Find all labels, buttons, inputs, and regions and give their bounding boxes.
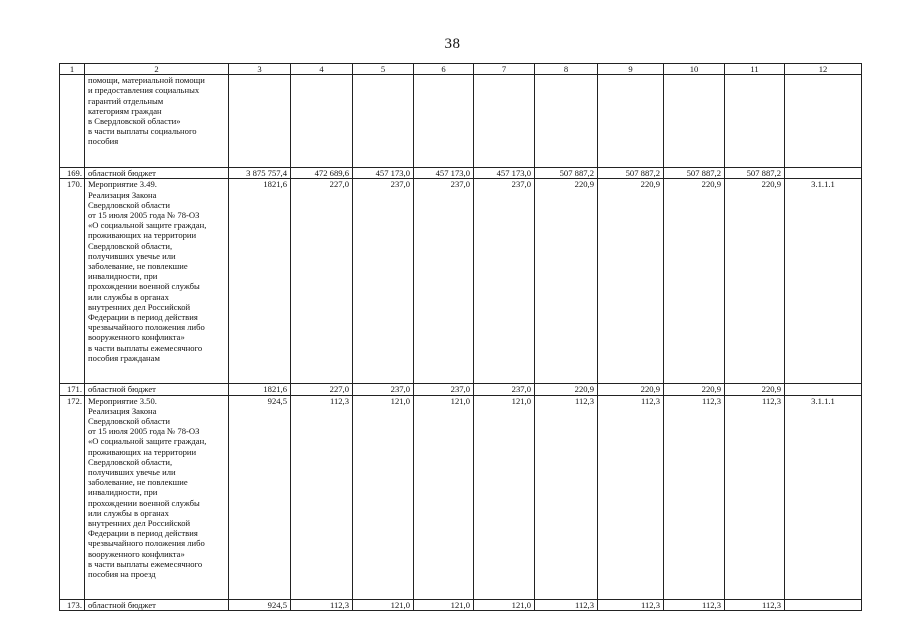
value-cell: 220,9 [598,384,664,395]
column-header: 10 [664,64,725,75]
value-cell: 112,3 [291,395,353,599]
value-cell: 121,0 [414,395,474,599]
value-cell: 121,0 [474,395,535,599]
table-row [60,395,862,599]
row-number: 172. [60,395,85,599]
value-cell: 220,9 [725,384,785,395]
row-number: 173. [60,599,85,610]
column-header: 8 [535,64,598,75]
value-cell [535,75,598,168]
value-cell: 237,0 [353,179,414,384]
row-description: областной бюджет [85,168,229,179]
column-header: 11 [725,64,785,75]
value-cell: 121,0 [474,599,535,610]
value-cell [414,75,474,168]
value-cell: 237,0 [414,179,474,384]
row-description: Мероприятие 3.50. Реализация Закона Свердловской области от 15 июля 2005 года № 78-ОЗ «О социальной защите граждан, проживающих на территории Свердловской области, получивших увечье или заболевание, не повлекшие инвалидности, при прохождении военной службы или службы в органах внутренних дел Российской Федерации в период действия чрезвычайного положения либо вооруженного конфликта» в части выплаты ежемесячного пособия на проезд [85,395,229,599]
value-cell: 507 887,2 [598,168,664,179]
value-cell: 112,3 [664,599,725,610]
row-number: 171. [60,384,85,395]
value-cell: 220,9 [725,179,785,384]
value-cell: 227,0 [291,179,353,384]
value-cell: 121,0 [353,599,414,610]
target-code-cell: 3.1.1.1 [785,395,862,599]
value-cell [664,75,725,168]
value-cell [291,75,353,168]
target-code-cell [785,599,862,610]
value-cell: 3 875 757,4 [229,168,291,179]
value-cell [598,75,664,168]
table-row [60,75,862,168]
value-cell: 112,3 [725,395,785,599]
value-cell: 507 887,2 [725,168,785,179]
value-cell: 112,3 [664,395,725,599]
value-cell: 457 173,0 [474,168,535,179]
value-cell: 220,9 [535,384,598,395]
column-header: 9 [598,64,664,75]
value-cell [353,75,414,168]
value-cell: 220,9 [535,179,598,384]
value-cell: 220,9 [664,384,725,395]
value-cell: 112,3 [535,395,598,599]
value-cell: 924,5 [229,395,291,599]
row-description: Мероприятие 3.49. Реализация Закона Свердловской области от 15 июля 2005 года № 78-ОЗ «О социальной защите граждан, проживающих на территории Свердловской области, получивших увечье или заболевание, не повлекшие инвалидности, при прохождении военной службы или службы в органах внутренних дел Российской Федерации в период действия чрезвычайного положения либо вооруженного конфликта» в части выплаты ежемесячного пособия гражданам [85,179,229,384]
value-cell [229,75,291,168]
row-description: областной бюджет [85,599,229,610]
table-row [60,179,862,384]
value-cell: 112,3 [291,599,353,610]
value-cell: 457 173,0 [414,168,474,179]
value-cell: 457 173,0 [353,168,414,179]
value-cell: 112,3 [725,599,785,610]
page-number: 38 [444,36,461,52]
table-row [60,599,862,610]
value-cell: 112,3 [598,599,664,610]
target-code-cell [785,168,862,179]
column-header: 7 [474,64,535,75]
value-cell: 220,9 [664,179,725,384]
value-cell: 121,0 [353,395,414,599]
table-row [60,384,862,395]
target-code-cell [785,75,862,168]
column-header: 4 [291,64,353,75]
row-description: помощи, материальной помощи и предоставления социальных гарантий отдельным категориям граждан в Свердловской области» в части выплаты социального пособия [85,75,229,168]
value-cell: 121,0 [414,599,474,610]
value-cell [725,75,785,168]
value-cell: 507 887,2 [535,168,598,179]
value-cell: 924,5 [229,599,291,610]
column-header: 5 [353,64,414,75]
value-cell: 237,0 [353,384,414,395]
column-header: 12 [785,64,862,75]
value-cell: 237,0 [474,384,535,395]
value-cell [474,75,535,168]
value-cell: 507 887,2 [664,168,725,179]
column-header: 3 [229,64,291,75]
table-row [60,168,862,179]
value-cell: 227,0 [291,384,353,395]
program-table [59,63,862,611]
target-code-cell: 3.1.1.1 [785,179,862,384]
column-header: 2 [85,64,229,75]
row-description: областной бюджет [85,384,229,395]
value-cell: 1821,6 [229,384,291,395]
value-cell: 112,3 [598,395,664,599]
value-cell: 220,9 [598,179,664,384]
value-cell: 112,3 [535,599,598,610]
column-header: 1 [60,64,85,75]
value-cell: 472 689,6 [291,168,353,179]
value-cell: 237,0 [414,384,474,395]
column-header: 6 [414,64,474,75]
row-number: 170. [60,179,85,384]
target-code-cell [785,384,862,395]
value-cell: 1821,6 [229,179,291,384]
row-number [60,75,85,168]
row-number: 169. [60,168,85,179]
column-number-header-row [60,64,862,75]
value-cell: 237,0 [474,179,535,384]
